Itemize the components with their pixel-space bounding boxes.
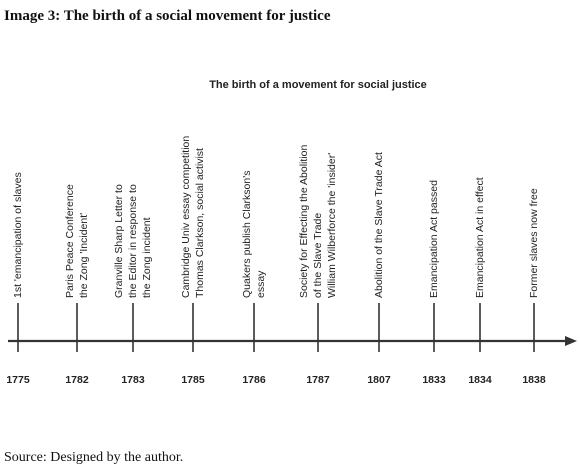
event-label: Cambridge Univ essay competition [180,135,192,298]
timeline-events [6,136,546,386]
event-label: Granville Sharp Letter to [113,184,125,298]
year-label: 1833 [422,374,446,386]
event-label: 1st 'emancipation of slaves [12,172,24,298]
event-label: essay [255,270,267,298]
year-label: 1834 [468,374,492,386]
event-label: Quakers publish Clarkson's [241,170,253,298]
source-note: Source: Designed by the author. [4,450,184,465]
year-label: 1775 [6,374,30,386]
year-label: 1785 [181,374,205,386]
event-label: the Editor in response to [127,184,139,298]
event-label: the Zong 'Incident' [78,212,90,298]
event-label: Abolition of the Slave Trade Act [373,152,385,298]
event-label: Paris Peace Conference [64,184,76,298]
event-label: Emancipation Act passed [428,180,440,298]
event-label: of the Slave Trade [312,212,324,298]
timeline-arrowhead [565,336,577,346]
event-label: Former slaves now free [528,188,540,298]
figure-caption: Image 3: The birth of a social movement for justice [4,8,331,24]
event-label: William Wilberforce the 'insider' [326,152,338,298]
event-label: Society for Effecting the Abolition [298,144,310,298]
event-label: Thomas Clarkson, social activist [194,148,206,298]
event-label: Emancipation Act in effect [474,177,486,298]
year-label: 1782 [65,374,89,386]
diagram-title: The birth of a movement for social justice [209,79,427,91]
year-label: 1838 [522,374,546,386]
event-label: the Zong incident [141,217,153,298]
year-label: 1807 [367,374,391,386]
year-label: 1783 [121,374,145,386]
year-label: 1786 [242,374,266,386]
year-label: 1787 [306,374,330,386]
